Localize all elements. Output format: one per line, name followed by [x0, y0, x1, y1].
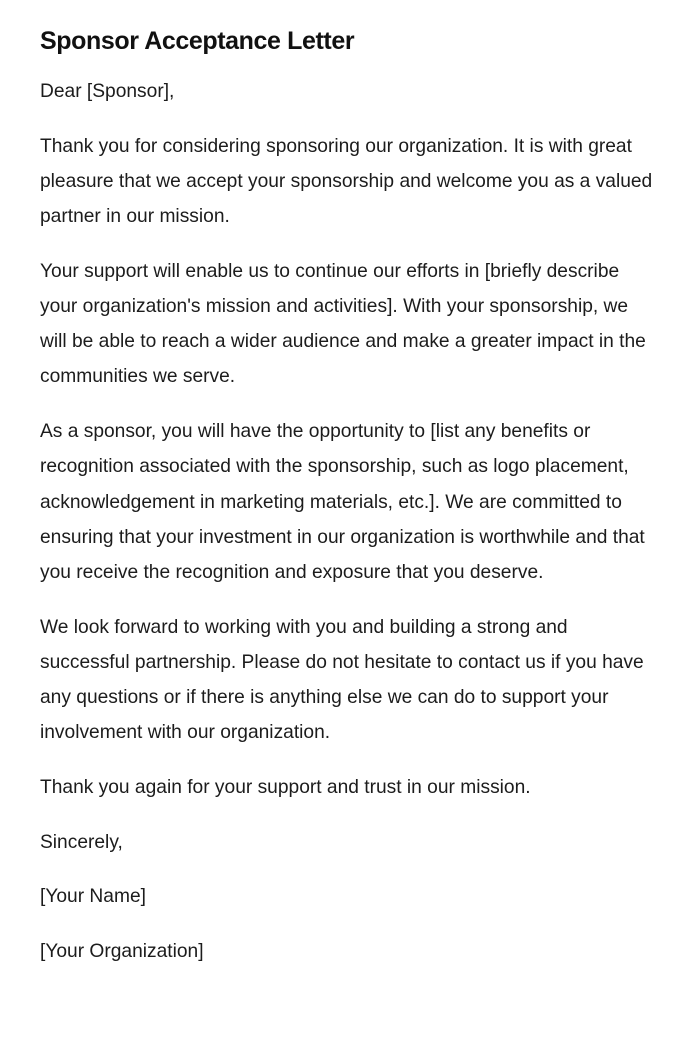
letter-closing: Sincerely,	[40, 831, 123, 853]
letter-greeting: Dear [Sponsor],	[40, 81, 175, 102]
letter-paragraph-4: We look forward to working with you and building a strong and successful partnership. Please do not hesitate to contact us if you have any questions or if there is anything else we can do to support your involvement with our organization.	[40, 616, 644, 744]
signature-organization: [Your Organization]	[40, 941, 204, 963]
letter-paragraph-3: As a sponsor, you will have the opportunity to [list any benefits or recognition associated with the sponsorship, such as logo placement, acknowledgement in marketing materials, etc.]. We are committed to ensuring that your investment in our organization is worthwhile and that you receive the recognition and exposure that you deserve.	[40, 421, 645, 583]
letter-paragraph-2: Your support will enable us to continue our efforts in [briefly describe your organization's mission and activities]. With your sponsorship, we will be able to reach a wider audience and make a greater impact in the communities we serve.	[40, 260, 646, 388]
letter-title: Sponsor Acceptance Letter	[40, 27, 355, 55]
signature-name: [Your Name]	[40, 886, 146, 908]
letter-paragraph-1: Thank you for considering sponsoring our organization. It is with great pleasure that we accept your sponsorship and welcome you as a valued partner in our mission.	[40, 135, 653, 228]
letter-paragraph-5: Thank you again for your support and trust in our mission.	[40, 776, 531, 798]
